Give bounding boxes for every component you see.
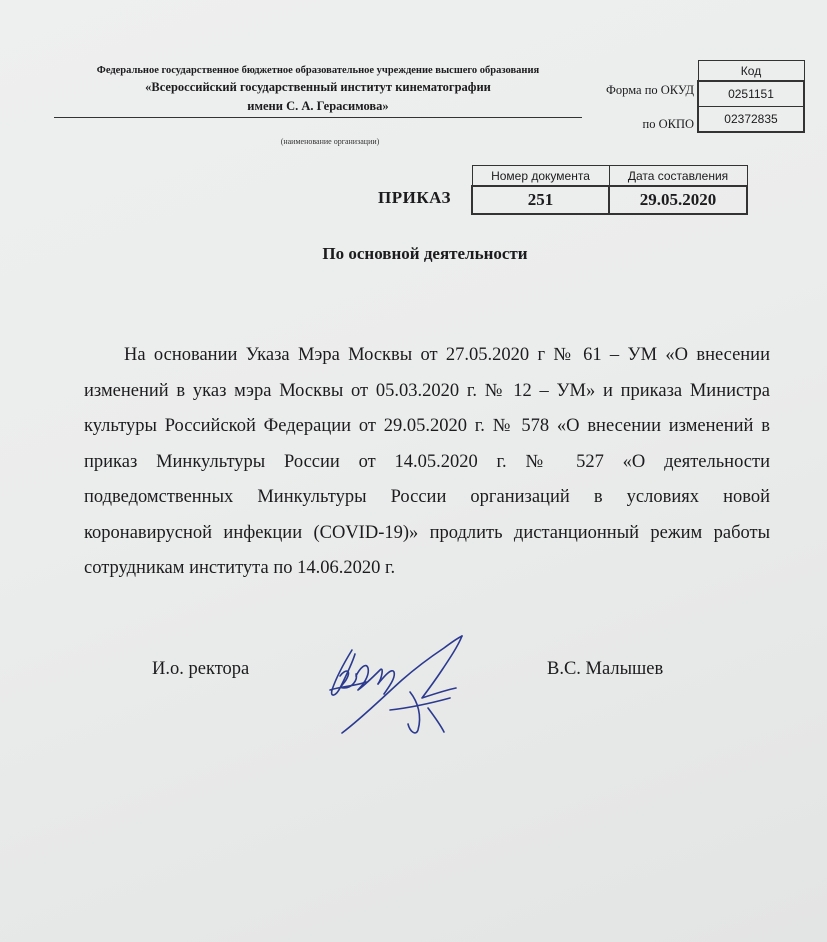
order-body: На основании Указа Мэра Москвы от 27.05.2020 г № 61 – УМ «О внесении изменений в указ мэра Москвы от 05.03.2020 г. № 12 – УМ» и приказа Министра культуры Российской Федерации от 29.05.2020 г. № 578 «О внесении изменений в приказ Минкультуры России от 14.05.2020 г. № 527 «О деятельности подведомственных Минкультуры России организаций в условиях новой коронавирусной инфекции (COVID-19)» продлить дистанционный режим работы сотрудникам института по 14.06.2020 г.: [84, 345, 770, 578]
doc-date-header: Дата составления: [609, 166, 747, 187]
order-title: ПРИКАЗ: [378, 188, 451, 207]
organization-caption: (наименование организации): [280, 137, 380, 146]
organization-title-line-1: «Всероссийский государственный институт кинематографии: [145, 80, 491, 94]
signatory-role: И.о. ректора: [152, 659, 250, 679]
doc-number-header: Номер документа: [472, 166, 609, 187]
doc-date-value: 29.05.2020: [609, 186, 747, 214]
organization-title-line-2: имени С. А. Герасимова»: [247, 99, 389, 113]
okud-value-cell: 0251151: [698, 81, 804, 107]
handwritten-signature: [322, 628, 482, 743]
codes-header-cell: Код: [698, 61, 804, 82]
okpo-value-cell: 02372835: [698, 107, 804, 133]
organization-header: [54, 63, 582, 118]
okpo-label: по ОКПО: [642, 117, 694, 131]
organization-underline: [54, 117, 582, 118]
signatory-name: В.С. Малышев: [547, 659, 664, 679]
organization-name: Федеральное государственное бюджетное образовательное учреждение высшего образования: [96, 65, 540, 76]
okud-label: Форма по ОКУД: [606, 83, 694, 97]
order-subject: По основной деятельности: [322, 244, 528, 263]
document-number-table: [471, 165, 748, 215]
codes-table: [697, 60, 805, 133]
doc-number-value: 251: [472, 186, 609, 214]
